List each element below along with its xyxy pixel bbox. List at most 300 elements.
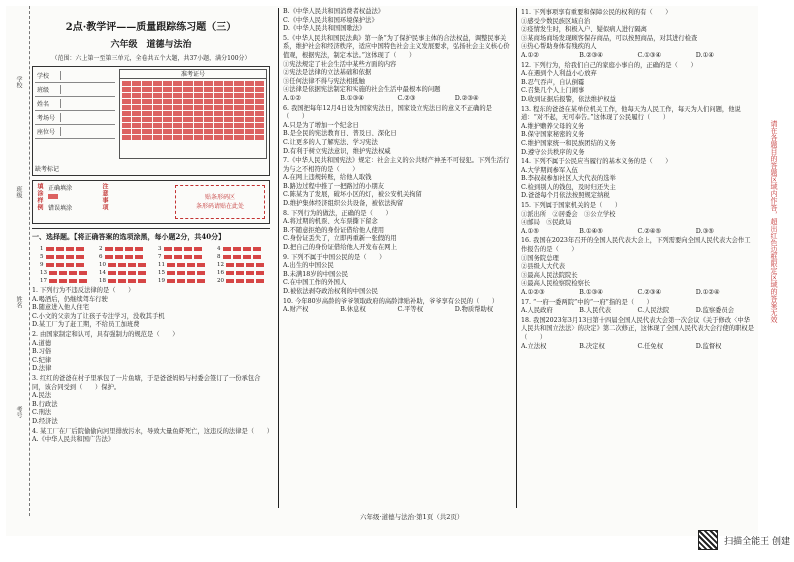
answer-bubble[interactable] xyxy=(233,247,241,251)
id-bubble[interactable] xyxy=(183,123,192,128)
answer-bubble[interactable] xyxy=(164,247,172,251)
id-bubble[interactable] xyxy=(163,135,172,140)
answer-row[interactable] xyxy=(40,246,93,252)
id-bubble[interactable] xyxy=(122,129,131,134)
id-bubble[interactable] xyxy=(194,117,203,122)
answer-row[interactable] xyxy=(99,246,152,252)
id-bubble[interactable] xyxy=(153,135,162,140)
id-bubble[interactable] xyxy=(194,99,203,104)
answer-bubble[interactable] xyxy=(46,263,54,267)
id-bubble[interactable] xyxy=(183,93,192,98)
option: D.收到证据后报警，依法维护权益 xyxy=(521,95,616,103)
answer-bubble[interactable] xyxy=(246,271,254,275)
id-bubble[interactable] xyxy=(153,111,162,116)
id-bubble[interactable] xyxy=(245,93,254,98)
id-bubble[interactable] xyxy=(224,81,233,86)
id-bubble[interactable] xyxy=(173,135,182,140)
id-bubble[interactable] xyxy=(142,117,151,122)
answer-bubble[interactable] xyxy=(105,247,113,251)
option: A.维护赡养父母的义务 xyxy=(521,122,585,130)
answer-bubble[interactable] xyxy=(194,255,202,259)
margin-label-school: 学校 xyxy=(15,76,22,88)
id-bubble[interactable] xyxy=(255,105,264,110)
id-bubble[interactable] xyxy=(255,135,264,140)
id-bubble[interactable] xyxy=(153,81,162,86)
id-bubble[interactable] xyxy=(245,123,254,128)
id-bubble[interactable] xyxy=(234,99,243,104)
option: D.爸爸每个月依法按照规定纳税 xyxy=(521,192,610,200)
id-bubble[interactable] xyxy=(214,117,223,122)
id-bubble[interactable] xyxy=(153,93,162,98)
answer-bubble[interactable] xyxy=(118,263,126,267)
id-bubble[interactable] xyxy=(214,111,223,116)
id-bubble[interactable] xyxy=(163,81,172,86)
id-bubble[interactable] xyxy=(204,87,213,92)
id-bubble[interactable] xyxy=(153,87,162,92)
answer-bubble[interactable] xyxy=(46,255,54,259)
id-bubble[interactable] xyxy=(204,99,213,104)
answer-bubble[interactable] xyxy=(108,279,116,283)
answer-row[interactable] xyxy=(217,246,270,252)
id-bubble[interactable] xyxy=(245,105,254,110)
id-bubble[interactable] xyxy=(245,87,254,92)
id-bubble[interactable] xyxy=(255,117,264,122)
id-bubble[interactable] xyxy=(255,81,264,86)
barcode-title: 贴条形码区 xyxy=(204,194,235,201)
id-bubble[interactable] xyxy=(214,105,223,110)
answer-bubble[interactable] xyxy=(76,263,84,267)
id-bubble[interactable] xyxy=(163,93,172,98)
option: C.纪律 xyxy=(32,356,52,364)
id-bubble[interactable] xyxy=(163,105,172,110)
id-bubble[interactable] xyxy=(132,129,141,134)
id-bubble[interactable] xyxy=(214,99,223,104)
answer-bubble[interactable] xyxy=(243,247,251,251)
id-bubble[interactable] xyxy=(204,129,213,134)
answer-bubble[interactable] xyxy=(108,271,116,275)
id-bubble[interactable] xyxy=(173,129,182,134)
answer-row[interactable] xyxy=(158,278,211,284)
id-bubble[interactable] xyxy=(173,99,182,104)
id-bubble[interactable] xyxy=(234,87,243,92)
id-bubble[interactable] xyxy=(234,135,243,140)
id-bubble[interactable] xyxy=(214,129,223,134)
option: C.②④⑤ xyxy=(637,227,662,235)
answer-bubble[interactable] xyxy=(236,263,244,267)
id-bubble[interactable] xyxy=(224,93,233,98)
id-bubble[interactable] xyxy=(142,111,151,116)
id-bubble[interactable] xyxy=(132,105,141,110)
answer-bubble[interactable] xyxy=(125,247,133,251)
answer-bubble[interactable] xyxy=(194,247,202,251)
answer-bubble[interactable] xyxy=(118,271,126,275)
id-bubble[interactable] xyxy=(153,105,162,110)
answer-bubble[interactable] xyxy=(66,247,74,251)
id-bubble[interactable] xyxy=(163,111,172,116)
answer-bubble[interactable] xyxy=(223,255,231,259)
answer-bubble[interactable] xyxy=(115,255,123,259)
answer-row[interactable] xyxy=(99,262,152,268)
option-list xyxy=(521,52,754,61)
answer-bubble[interactable] xyxy=(233,255,241,259)
id-bubble[interactable] xyxy=(234,93,243,98)
id-bubble[interactable] xyxy=(183,105,192,110)
sample-label: 填涂样例 xyxy=(36,183,43,211)
id-bubble[interactable] xyxy=(183,81,192,86)
id-bubble[interactable] xyxy=(194,105,203,110)
answer-bubble[interactable] xyxy=(138,279,146,283)
id-bubble[interactable] xyxy=(214,81,223,86)
answer-bubble[interactable] xyxy=(76,247,84,251)
answer-number: 4 xyxy=(217,246,221,252)
id-bubble[interactable] xyxy=(204,117,213,122)
option: B.②③④ xyxy=(579,51,603,59)
id-bubble[interactable] xyxy=(204,135,213,140)
id-bubble[interactable] xyxy=(204,105,213,110)
question-text: 3. 红红的爸爸在村子里承包了一片鱼塘，于是爸爸妈妈与村委会签订了一份承包合同，该合同受到（ ）保护。 xyxy=(32,374,261,391)
answer-bubble[interactable] xyxy=(125,255,133,259)
answer-bubble[interactable] xyxy=(56,263,64,267)
answer-bubble-grid[interactable] xyxy=(40,246,270,284)
id-bubble[interactable] xyxy=(122,111,131,116)
answer-bubble[interactable] xyxy=(69,271,77,275)
field-seat[interactable]: 座位号 xyxy=(35,125,115,139)
id-bubble[interactable] xyxy=(194,87,203,92)
answer-number: 20 xyxy=(217,278,224,284)
answer-bubble[interactable] xyxy=(128,263,136,267)
id-bubble[interactable] xyxy=(122,135,131,140)
option: B.《中华人民共和国消费者权益法》 xyxy=(283,8,385,15)
id-bubble[interactable] xyxy=(173,111,182,116)
id-bubble[interactable] xyxy=(245,81,254,86)
answer-bubble[interactable] xyxy=(236,271,244,275)
id-bubble[interactable] xyxy=(163,123,172,128)
id-bubble[interactable] xyxy=(183,99,192,104)
option: A.喝酒后，仍继续驾车行驶 xyxy=(32,295,108,303)
id-bubble[interactable] xyxy=(214,93,223,98)
id-bubble[interactable] xyxy=(173,105,182,110)
answer-bubble[interactable] xyxy=(135,255,143,259)
option: A.①② xyxy=(283,94,301,102)
answer-bubble[interactable] xyxy=(118,279,126,283)
question-text: 2. 由国家制定和认可，具有强制力的规范是（ ） xyxy=(32,330,179,338)
id-bubble[interactable] xyxy=(224,99,233,104)
scanner-text: 扫描全能王 创建 xyxy=(724,536,790,547)
answer-row[interactable] xyxy=(40,278,93,284)
option-list xyxy=(32,392,270,426)
id-bubble[interactable] xyxy=(122,87,131,92)
field-room[interactable]: 考场号 xyxy=(35,111,115,125)
id-bubble[interactable] xyxy=(132,93,141,98)
id-bubble[interactable] xyxy=(132,81,141,86)
id-bubble[interactable] xyxy=(142,99,151,104)
id-bubble[interactable] xyxy=(204,93,213,98)
id-bubble[interactable] xyxy=(214,135,223,140)
option: C.②③④ xyxy=(637,289,662,296)
option: ④热心帮助身体有残疾的人 xyxy=(521,43,597,51)
answer-bubble[interactable] xyxy=(167,263,175,267)
id-bubble[interactable] xyxy=(122,105,131,110)
id-bubble[interactable] xyxy=(234,105,243,110)
answer-bubble[interactable] xyxy=(174,255,182,259)
answer-bubble[interactable] xyxy=(56,255,64,259)
answer-row[interactable] xyxy=(99,270,152,276)
answer-bubble[interactable] xyxy=(256,279,264,283)
id-bubble[interactable] xyxy=(194,81,203,86)
answer-row[interactable] xyxy=(217,262,270,268)
answer-bubble[interactable] xyxy=(197,271,205,275)
answer-bubble[interactable] xyxy=(187,271,195,275)
question-text: 1. 下列行为不违反法律的是（ ） xyxy=(32,287,135,294)
answer-bubble[interactable] xyxy=(167,271,175,275)
id-bubble[interactable] xyxy=(132,87,141,92)
id-bubble[interactable] xyxy=(132,111,141,116)
option: C.身份证丢失了，立即再重新一张假的用 xyxy=(283,235,397,243)
id-bubble[interactable] xyxy=(122,99,131,104)
answer-row[interactable] xyxy=(158,246,211,252)
answer-bubble[interactable] xyxy=(174,247,182,251)
answer-bubble[interactable] xyxy=(177,271,185,275)
id-bubble[interactable] xyxy=(245,117,254,122)
id-bubble[interactable] xyxy=(255,99,264,104)
answer-row[interactable] xyxy=(99,254,152,260)
id-bubble[interactable] xyxy=(183,87,192,92)
id-bubble[interactable] xyxy=(245,135,254,140)
question-text: 15. 下列属于国家机关的是（ ） xyxy=(521,202,622,210)
id-bubble[interactable] xyxy=(142,87,151,92)
id-bubble[interactable] xyxy=(122,117,131,122)
answer-bubble[interactable] xyxy=(49,279,57,283)
answer-row[interactable] xyxy=(217,270,270,276)
answer-bubble[interactable] xyxy=(256,263,264,267)
id-bubble[interactable] xyxy=(234,117,243,122)
id-bubble[interactable] xyxy=(163,99,172,104)
id-bubble[interactable] xyxy=(234,111,243,116)
option: D.物质帮助权 xyxy=(454,306,494,314)
id-bubble[interactable] xyxy=(224,129,233,134)
answer-bubble[interactable] xyxy=(256,271,264,275)
id-bubble[interactable] xyxy=(204,111,213,116)
id-bubble[interactable] xyxy=(224,105,233,110)
answer-bubble[interactable] xyxy=(226,271,234,275)
exam-number-bubbles[interactable] xyxy=(120,79,266,142)
option: A.人民政府 xyxy=(521,307,553,315)
option-list xyxy=(521,18,754,52)
id-bubble[interactable] xyxy=(132,135,141,140)
answer-bubble[interactable] xyxy=(226,263,234,267)
id-bubble[interactable] xyxy=(132,123,141,128)
answer-row[interactable] xyxy=(158,254,211,260)
id-bubble[interactable] xyxy=(194,135,203,140)
id-bubble[interactable] xyxy=(214,123,223,128)
id-bubble[interactable] xyxy=(163,129,172,134)
id-bubble[interactable] xyxy=(142,129,151,134)
id-bubble[interactable] xyxy=(204,123,213,128)
answer-bubble[interactable] xyxy=(197,279,205,283)
answer-bubble[interactable] xyxy=(59,271,67,275)
id-bubble[interactable] xyxy=(224,117,233,122)
answer-bubble[interactable] xyxy=(253,255,261,259)
answer-bubble[interactable] xyxy=(246,279,254,283)
answer-row[interactable] xyxy=(217,278,270,284)
question-text: 18. 我国2023年3月13日第十四届全国人民代表大会第一次会议《关于修改〈中华人民共和国立法法〉的决定》第二次修正，这体现了全国人民代表大会行使的职权是（ ） xyxy=(521,316,754,341)
answer-bubble[interactable] xyxy=(184,247,192,251)
id-bubble[interactable] xyxy=(153,117,162,122)
id-bubble[interactable] xyxy=(255,111,264,116)
answer-bubble[interactable] xyxy=(128,279,136,283)
id-bubble[interactable] xyxy=(173,93,182,98)
answer-row[interactable] xyxy=(40,270,93,276)
answer-row[interactable] xyxy=(158,262,211,268)
id-bubble[interactable] xyxy=(132,117,141,122)
id-bubble[interactable] xyxy=(142,135,151,140)
id-bubble[interactable] xyxy=(204,81,213,86)
answer-row[interactable] xyxy=(40,254,93,260)
id-bubble[interactable] xyxy=(234,129,243,134)
answer-row[interactable] xyxy=(99,278,152,284)
id-bubble[interactable] xyxy=(214,87,223,92)
answer-bubble[interactable] xyxy=(56,247,64,251)
id-bubble[interactable] xyxy=(132,99,141,104)
id-bubble[interactable] xyxy=(173,87,182,92)
id-bubble[interactable] xyxy=(153,123,162,128)
id-bubble[interactable] xyxy=(122,81,131,86)
answer-bubble[interactable] xyxy=(177,263,185,267)
id-bubble[interactable] xyxy=(255,87,264,92)
option: D.监察委员会 xyxy=(695,307,735,315)
id-bubble[interactable] xyxy=(173,81,182,86)
id-bubble[interactable] xyxy=(163,87,172,92)
id-bubble[interactable] xyxy=(245,99,254,104)
answer-bubble[interactable] xyxy=(187,279,195,283)
id-bubble[interactable] xyxy=(224,87,233,92)
answer-bubble[interactable] xyxy=(177,279,185,283)
id-bubble[interactable] xyxy=(255,93,264,98)
option: A.①⑤ xyxy=(521,227,539,235)
answer-row[interactable] xyxy=(158,270,211,276)
answer-row[interactable] xyxy=(217,254,270,260)
id-bubble[interactable] xyxy=(183,111,192,116)
answer-number: 19 xyxy=(158,278,165,284)
answer-number: 8 xyxy=(217,254,221,260)
option: A.①② xyxy=(521,51,539,59)
id-bubble[interactable] xyxy=(173,123,182,128)
option: A.①②③ xyxy=(521,289,545,296)
answer-bubble[interactable] xyxy=(167,279,175,283)
answer-bubble[interactable] xyxy=(105,255,113,259)
id-bubble[interactable] xyxy=(122,123,131,128)
option-list xyxy=(283,174,512,208)
option: A.将过期的机票、火车票撕下留念 xyxy=(283,218,378,226)
answer-bubble[interactable] xyxy=(46,247,54,251)
answer-bubble[interactable] xyxy=(187,263,195,267)
id-bubble[interactable] xyxy=(194,123,203,128)
answer-number: 17 xyxy=(40,278,47,284)
missing-mark-label: 缺考标记 xyxy=(35,166,60,173)
answer-bubble[interactable] xyxy=(138,271,146,275)
answer-bubble[interactable] xyxy=(49,271,57,275)
id-bubble[interactable] xyxy=(234,81,243,86)
id-bubble[interactable] xyxy=(194,129,203,134)
id-bubble[interactable] xyxy=(224,135,233,140)
id-bubble[interactable] xyxy=(194,111,203,116)
answer-bubble[interactable] xyxy=(223,247,231,251)
answer-bubble[interactable] xyxy=(76,255,84,259)
answer-bubble[interactable] xyxy=(226,279,234,283)
option: C.维护国家统一和民族团结的义务 xyxy=(521,139,616,147)
id-bubble[interactable] xyxy=(255,123,264,128)
answer-row[interactable] xyxy=(40,262,93,268)
option-list xyxy=(521,123,754,157)
column-1-questions xyxy=(32,287,273,445)
id-bubble[interactable] xyxy=(142,81,151,86)
field-class[interactable]: 班级 xyxy=(35,83,115,97)
id-bubble[interactable] xyxy=(255,129,264,134)
id-bubble[interactable] xyxy=(245,111,254,116)
answer-bubble[interactable] xyxy=(108,263,116,267)
answer-bubble[interactable] xyxy=(135,247,143,251)
option: ④最高人民检察院检察长 xyxy=(521,280,591,288)
answer-bubble[interactable] xyxy=(246,263,254,267)
id-bubble[interactable] xyxy=(224,123,233,128)
answer-bubble[interactable] xyxy=(138,263,146,267)
id-bubble[interactable] xyxy=(163,117,172,122)
answer-bubble[interactable] xyxy=(197,263,205,267)
answer-bubble[interactable] xyxy=(184,255,192,259)
field-name[interactable]: 姓名 xyxy=(35,97,115,111)
exam-info: （范围：六上第一至第三单元，全卷共五个大题，共37小题，满分100分） xyxy=(51,55,251,62)
id-bubble[interactable] xyxy=(183,135,192,140)
id-bubble[interactable] xyxy=(245,129,254,134)
answer-bubble[interactable] xyxy=(69,279,77,283)
id-bubble[interactable] xyxy=(142,105,151,110)
exam-number-grid[interactable] xyxy=(119,69,267,159)
id-bubble[interactable] xyxy=(224,111,233,116)
scanner-watermark xyxy=(698,530,790,550)
id-bubble[interactable] xyxy=(142,123,151,128)
id-bubble[interactable] xyxy=(194,93,203,98)
option: ①国务院总理 xyxy=(521,254,559,262)
option-list xyxy=(283,8,512,34)
id-bubble[interactable] xyxy=(153,129,162,134)
answer-bubble[interactable] xyxy=(128,271,136,275)
answer-bubble[interactable] xyxy=(236,279,244,283)
id-bubble[interactable] xyxy=(234,123,243,128)
answer-bubble[interactable] xyxy=(243,255,251,259)
answer-bubble[interactable] xyxy=(164,255,172,259)
id-bubble[interactable] xyxy=(183,117,192,122)
option: D.把自己的身份证借给他人开发布在网上 xyxy=(283,244,397,252)
answer-bubble[interactable] xyxy=(66,263,74,267)
id-bubble[interactable] xyxy=(122,93,131,98)
answer-bubble[interactable] xyxy=(253,247,261,251)
answer-bubble[interactable] xyxy=(59,279,67,283)
id-bubble[interactable] xyxy=(173,117,182,122)
option: C.任免权 xyxy=(637,342,663,350)
option: C.《中华人民共和国环境保护法》 xyxy=(283,16,378,24)
id-bubble[interactable] xyxy=(142,93,151,98)
answer-number: 2 xyxy=(99,246,103,252)
id-bubble[interactable] xyxy=(183,129,192,134)
question-text: 9. 下列不属于中国公民的是（ ） xyxy=(283,253,386,261)
answer-bubble[interactable] xyxy=(79,271,87,275)
option: B.是全民的宪法教育日、普及日、深化日 xyxy=(283,130,397,138)
answer-bubble[interactable] xyxy=(66,255,74,259)
field-school[interactable]: 学校 xyxy=(35,69,115,83)
answer-bubble[interactable] xyxy=(79,279,87,283)
id-bubble[interactable] xyxy=(153,99,162,104)
answer-bubble[interactable] xyxy=(115,247,123,251)
